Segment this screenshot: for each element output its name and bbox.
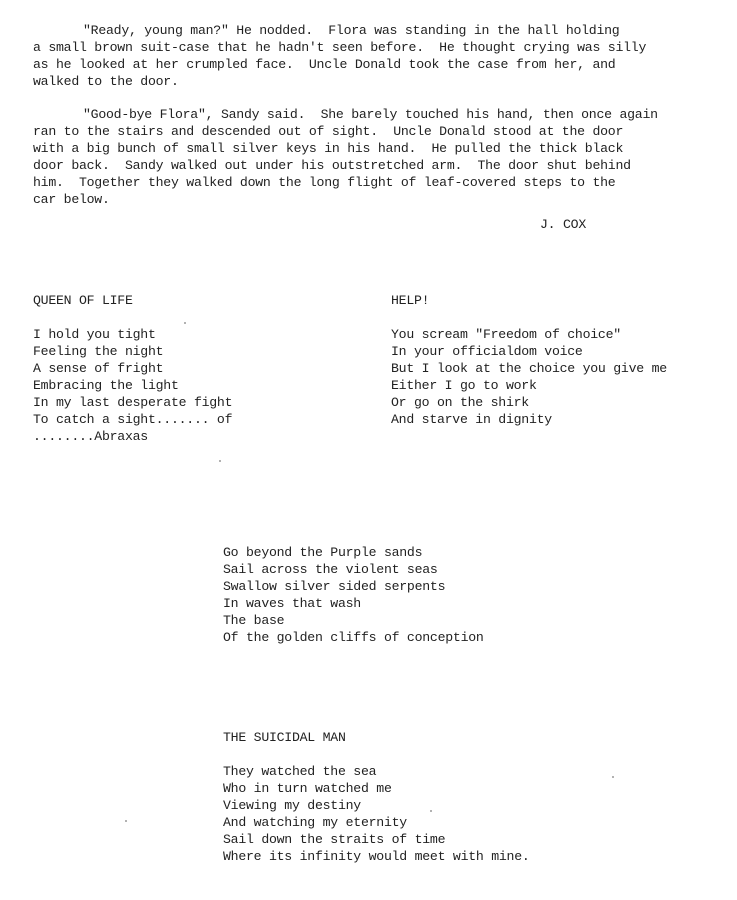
poem-line: I hold you tight — [33, 327, 156, 342]
story-line: car below. — [33, 192, 110, 207]
poem-line: Embracing the light — [33, 378, 179, 393]
scan-speck — [219, 460, 221, 462]
scan-speck — [125, 820, 127, 822]
story-line: ran to the stairs and descended out of sight. Uncle Donald stood at the door — [33, 124, 624, 139]
poem-line: Of the golden cliffs of conception — [223, 630, 484, 645]
poem-line: ........Abraxas — [33, 429, 148, 444]
poem-line: Who in turn watched me — [223, 781, 392, 796]
story-line: "Ready, young man?" He nodded. Flora was standing in the hall holding — [83, 23, 620, 38]
story-line: door back. Sandy walked out under his outstretched arm. The door shut behind — [33, 158, 631, 173]
poem-line: And watching my eternity — [223, 815, 407, 830]
poem-line: But I look at the choice you give me — [391, 361, 667, 376]
poem-line: And starve in dignity — [391, 412, 552, 427]
poem-line: Swallow silver sided serpents — [223, 579, 446, 594]
poem-line: Sail down the straits of time — [223, 832, 446, 847]
poem-line: In waves that wash — [223, 596, 361, 611]
scan-speck — [612, 776, 614, 778]
story-line: walked to the door. — [33, 74, 179, 89]
poem-line: Viewing my destiny — [223, 798, 361, 813]
poem-title: HELP! — [391, 293, 430, 308]
story-author: J. COX — [540, 217, 586, 232]
poem-line: In your officialdom voice — [391, 344, 583, 359]
story-line: him. Together they walked down the long flight of leaf-covered steps to the — [33, 175, 616, 190]
poem-line: A sense of fright — [33, 361, 164, 376]
poem-line: Or go on the shirk — [391, 395, 529, 410]
poem-line: They watched the sea — [223, 764, 377, 779]
poem-line: Either I go to work — [391, 378, 537, 393]
scan-speck — [184, 322, 186, 324]
poem-line: To catch a sight....... of — [33, 412, 233, 427]
poem-title: THE SUICIDAL MAN — [223, 730, 346, 745]
story-line: with a big bunch of small silver keys in his hand. He pulled the thick black — [33, 141, 624, 156]
poem-line: Where its infinity would meet with mine. — [223, 849, 530, 864]
story-line: as he looked at her crumpled face. Uncle Donald took the case from her, and — [33, 57, 616, 72]
poem-line: Go beyond the Purple sands — [223, 545, 423, 560]
story-line: a small brown suit-case that he hadn't seen before. He thought crying was silly — [33, 40, 647, 55]
poem-title: QUEEN OF LIFE — [33, 293, 133, 308]
poem-line: You scream "Freedom of choice" — [391, 327, 621, 342]
story-line: "Good-bye Flora", Sandy said. She barely touched his hand, then once again — [83, 107, 658, 122]
poem-line: Sail across the violent seas — [223, 562, 438, 577]
poem-line: In my last desperate fight — [33, 395, 233, 410]
poem-line: The base — [223, 613, 285, 628]
poem-line: Feeling the night — [33, 344, 164, 359]
scan-speck — [430, 810, 432, 812]
